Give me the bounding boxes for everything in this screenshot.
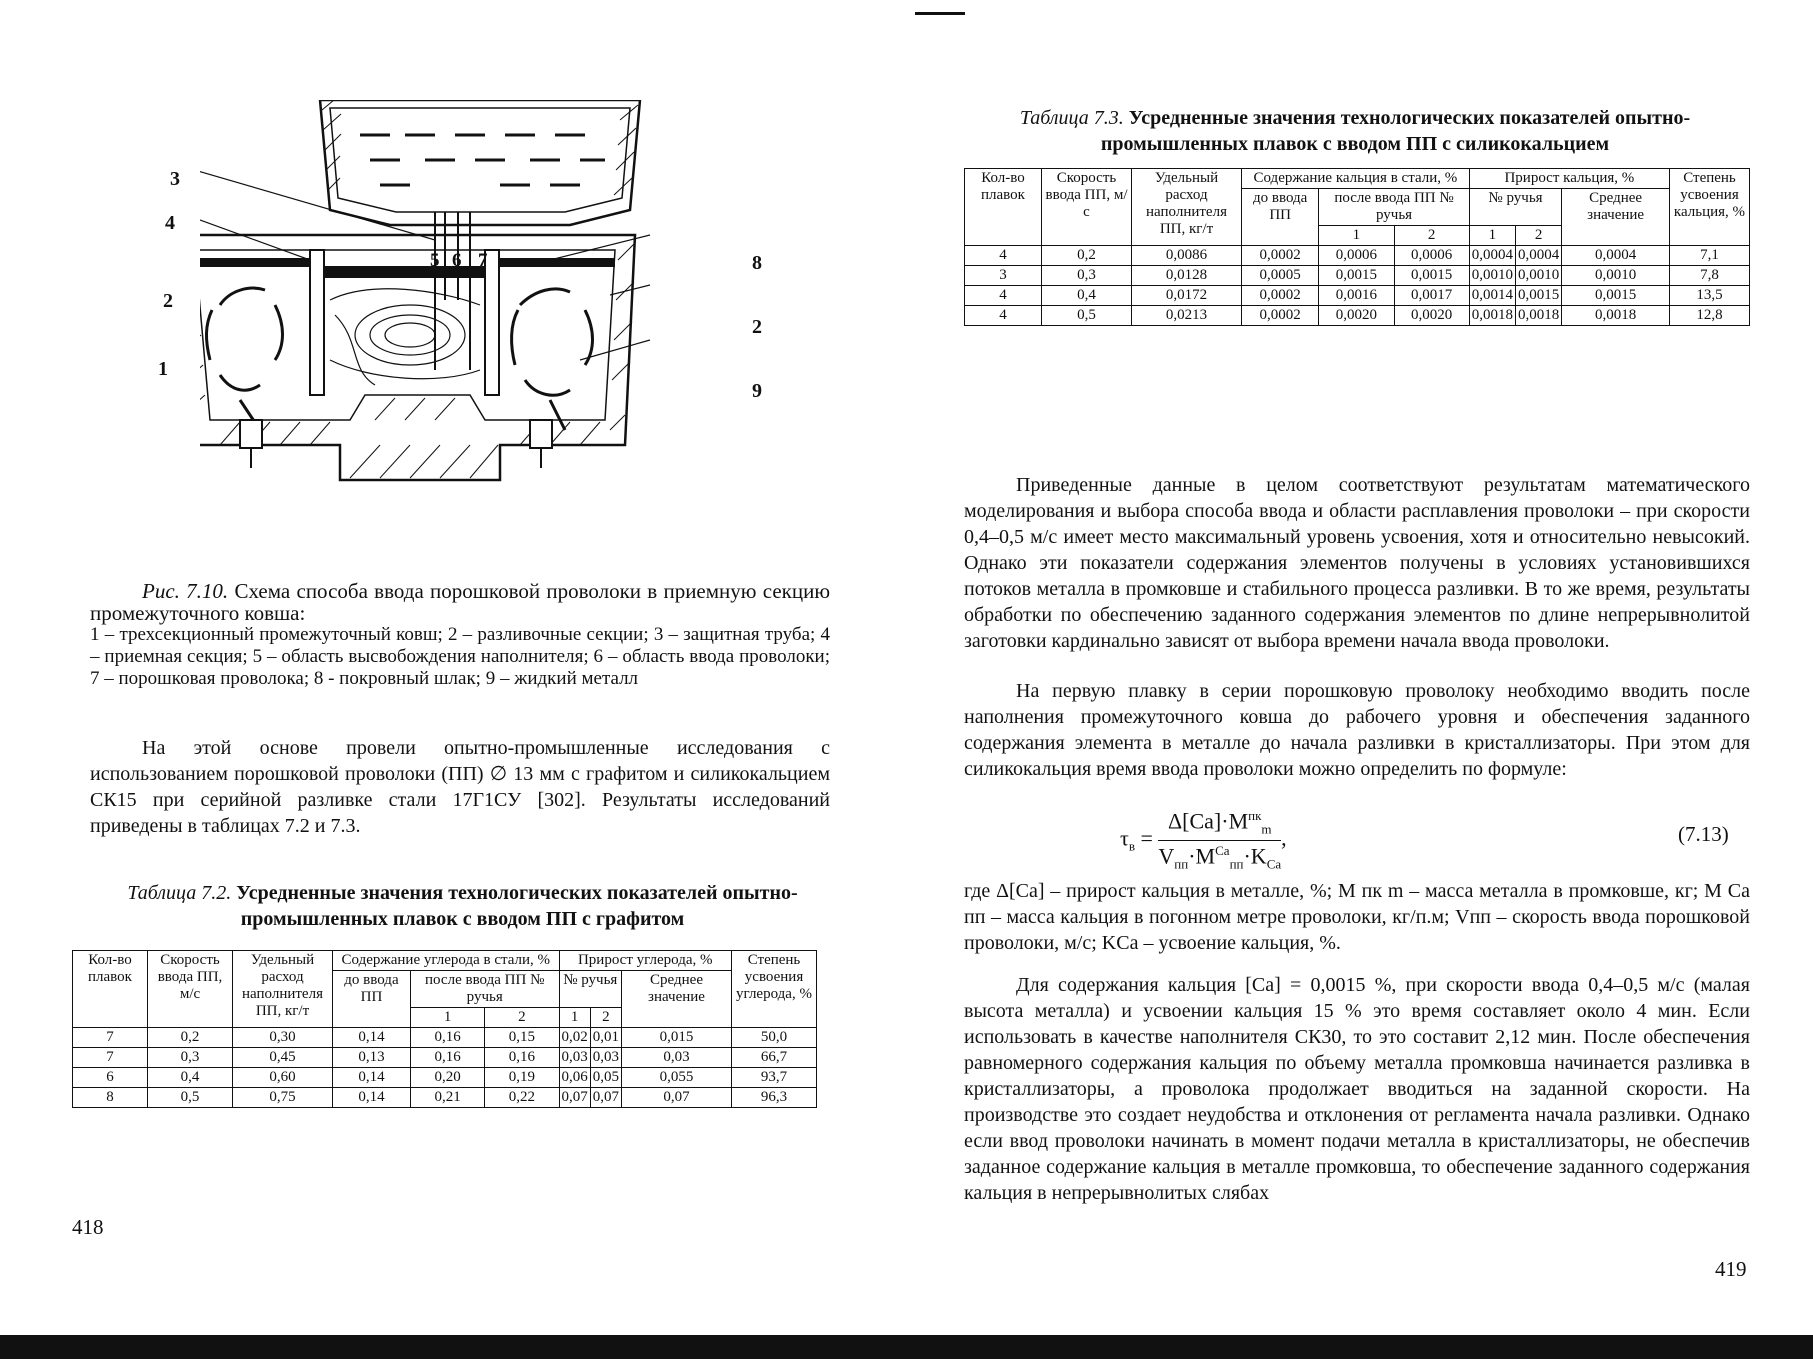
header-sub-1: 1	[1319, 226, 1394, 246]
header-content: Содержание кальция в стали, %	[1242, 169, 1470, 189]
cell: 0,0172	[1132, 286, 1242, 306]
figure-label-7: 7	[478, 250, 488, 271]
cell: 0,21	[410, 1088, 484, 1108]
cell: 0,06	[559, 1068, 590, 1088]
header-after: после ввода ПП № ручья	[410, 971, 559, 1008]
figure-label-3: 3	[170, 168, 180, 190]
cell: 0,0015	[1319, 266, 1394, 286]
cell: 0,01	[590, 1028, 621, 1048]
cell: 0,03	[590, 1048, 621, 1068]
cell: 4	[965, 286, 1042, 306]
figure-caption	[90, 580, 830, 690]
header-stream: № ручья	[1469, 189, 1562, 226]
formula-den-m-sup: Ca	[1215, 842, 1230, 858]
formula-lhs-sub: в	[1128, 838, 1135, 854]
cell: 0,14	[333, 1088, 411, 1108]
table-row	[965, 286, 1750, 306]
cell: 0,0014	[1469, 286, 1515, 306]
cell: 0,0002	[1242, 246, 1319, 266]
ladle-liquid-dashes	[360, 135, 605, 185]
formula-den-m: ·M	[1188, 843, 1216, 869]
cell: 7	[73, 1028, 148, 1048]
table-7-3-title: Усредненные значения технологических показателей опытно-промышленных плавок с вводом ПП с силикокальцием	[1100, 107, 1691, 155]
cell: 0,16	[410, 1048, 484, 1068]
cell: 0,2	[148, 1028, 233, 1048]
formula-den-k: ·K	[1243, 843, 1267, 869]
figure-label-1: 1	[158, 358, 168, 380]
header-consumption: Удельный расход наполнителя ПП, кг/т	[1132, 169, 1242, 246]
table-7-2-title: Усредненные значения технологических показателей опытно-промышленных плавок с вводом ПП с графитом	[236, 882, 798, 930]
table-row	[965, 266, 1750, 286]
cell: 0,0010	[1562, 266, 1670, 286]
right-page	[900, 0, 1813, 1359]
formula-numerator: Δ[Ca]·M	[1168, 808, 1249, 834]
formula-7-13: $\tau_в$ = $\frac{\Delta[Ca]\cdot M^{пк}_m}{V_{пп}\cdot M^{Ca}_{пп}\cdot K_{Ca}}$ ,	[1120, 808, 1287, 872]
cell: 0,20	[410, 1068, 484, 1088]
cell: 13,5	[1670, 286, 1750, 306]
cell: 0,03	[559, 1048, 590, 1068]
cell: 0,0016	[1319, 286, 1394, 306]
cell: 0,0002	[1242, 306, 1319, 326]
cell: 0,22	[485, 1088, 559, 1108]
cell: 93,7	[732, 1068, 817, 1088]
cell: 0,0018	[1562, 306, 1670, 326]
figure-label-2-left: 2	[163, 290, 173, 312]
formula-den-v-sub: пп	[1174, 856, 1189, 872]
cell: 0,03	[622, 1048, 732, 1068]
cell: 7,8	[1670, 266, 1750, 286]
cell: 0,0015	[1394, 266, 1469, 286]
header-increase: Прирост кальция, %	[1469, 169, 1669, 189]
cell: 0,0002	[1242, 286, 1319, 306]
table-7-2-caption	[85, 880, 840, 932]
left-page	[0, 0, 900, 1359]
cell: 0,4	[148, 1068, 233, 1088]
figure-label-6: 6	[452, 250, 462, 271]
cell: 0,0010	[1515, 266, 1561, 286]
cell: 0,015	[622, 1028, 732, 1048]
cell: 0,16	[410, 1028, 484, 1048]
cell: 0,45	[233, 1048, 333, 1068]
cell: 0,0004	[1515, 246, 1561, 266]
header-increase: Прирост углерода, %	[559, 951, 731, 971]
table-row	[965, 246, 1750, 266]
table-7-3-caption	[960, 105, 1750, 157]
page-number-left: 418	[72, 1215, 104, 1239]
cell: 0,19	[485, 1068, 559, 1088]
cell: 0,0020	[1319, 306, 1394, 326]
page-number-right: 419	[1715, 1257, 1747, 1281]
cell: 66,7	[732, 1048, 817, 1068]
header-mean: Среднее значение	[622, 971, 732, 1028]
cell: 0,07	[559, 1088, 590, 1108]
cell: 0,5	[1042, 306, 1132, 326]
ladle-hatching	[322, 100, 638, 195]
header-sub-3: 1	[559, 1008, 590, 1028]
cell: 7,1	[1670, 246, 1750, 266]
formula-den-v: V	[1158, 843, 1175, 869]
cell: 0,07	[622, 1088, 732, 1108]
cell: 0,13	[333, 1048, 411, 1068]
tundish-schematic-figure	[200, 100, 760, 560]
cell: 12,8	[1670, 306, 1750, 326]
cell: 0,0006	[1394, 246, 1469, 266]
caption-lead: Рис. 7.10.	[142, 579, 229, 603]
header-sub-1: 1	[410, 1008, 484, 1028]
cell: 0,07	[590, 1088, 621, 1108]
cell: 0,15	[485, 1028, 559, 1048]
table-row	[73, 1088, 817, 1108]
cell: 50,0	[732, 1028, 817, 1048]
table-row	[73, 1048, 817, 1068]
figure-label-8: 8	[752, 252, 762, 274]
header-speed: Скорость ввода ПП, м/с	[148, 951, 233, 1028]
cell: 4	[965, 306, 1042, 326]
cell: 0,0020	[1394, 306, 1469, 326]
cell: 0,4	[1042, 286, 1132, 306]
cell: 0,2	[1042, 246, 1132, 266]
cell: 0,60	[233, 1068, 333, 1088]
caption-title: Схема способа ввода порошковой проволоки в приемную секцию промежуточного ковша:	[90, 579, 831, 625]
tundish-wall-hatching	[200, 243, 635, 478]
header-count: Кол-во плавок	[73, 951, 148, 1028]
cell: 0,0004	[1562, 246, 1670, 266]
header-sub-2: 2	[1394, 226, 1469, 246]
body-paragraph-2: На первую плавку в серии порошковую проволоку необходимо вводить после наполнения промежуточного ковша до рабочего уровня и обеспечения заданного содержания элемента в металле до начала разливки в кристаллизаторы. При этом для силикокальция время ввода проволоки можно определить по формуле:	[964, 680, 1750, 780]
cell: 0,0015	[1562, 286, 1670, 306]
header-speed: Скорость ввода ПП, м/с	[1042, 169, 1132, 246]
table-row	[73, 1068, 817, 1088]
header-before: до ввода ПП	[333, 971, 411, 1028]
cell: 96,3	[732, 1088, 817, 1108]
formula-num-sub: m	[1261, 821, 1272, 837]
table-7-3-lead: Таблица 7.3.	[1019, 107, 1124, 129]
header-after: после ввода ПП № ручья	[1319, 189, 1469, 226]
cell: 0,055	[622, 1068, 732, 1088]
header-sub-2: 2	[485, 1008, 559, 1028]
table-7-3	[964, 168, 1750, 326]
header-consumption: Удельный расход наполнителя ПП, кг/т	[233, 951, 333, 1028]
cell: 0,02	[559, 1028, 590, 1048]
cell: 8	[73, 1088, 148, 1108]
header-stream: № ручья	[559, 971, 622, 1008]
figure-label-5: 5	[430, 250, 440, 271]
slag-layer	[200, 258, 615, 278]
cell: 0,05	[590, 1068, 621, 1088]
body-paragraph-1: Приведенные данные в целом соответствуют результатам математического моделирования и выбора способа ввода и области расплавления проволоки – при скорости 0,4–0,5 м/с имеет место максимальный уровень усвоения, хотя и относительно невысокий. Однако эти показатели содержания элементов получены в условиях установившихся потоков металла в промковше и стабильного процесса разливки. В то же время, результаты обработки по обеспечению заданного содержания элементов по длине непрерывнолитой заготовки кардинально зависят от выбора времени начала ввода проволоки.	[964, 474, 1750, 652]
header-degree: Степень усвоения кальция, %	[1670, 169, 1750, 246]
cell: 0,0010	[1469, 266, 1515, 286]
cell: 0,0018	[1469, 306, 1515, 326]
cell: 4	[965, 246, 1042, 266]
header-sub-4: 2	[1515, 226, 1561, 246]
table-row	[965, 306, 1750, 326]
header-before: до ввода ПП	[1242, 189, 1319, 246]
cell: 0,30	[233, 1028, 333, 1048]
cell: 0,0086	[1132, 246, 1242, 266]
cell: 0,3	[148, 1048, 233, 1068]
cell: 0,14	[333, 1068, 411, 1088]
cell: 3	[965, 266, 1042, 286]
formula-num-sup: пк	[1248, 808, 1262, 823]
cell: 7	[73, 1048, 148, 1068]
cell: 0,0128	[1132, 266, 1242, 286]
formula-number: (7.13)	[1678, 822, 1729, 846]
table-row	[73, 1028, 817, 1048]
header-content: Содержание углерода в стали, %	[333, 951, 560, 971]
cell: 0,0213	[1132, 306, 1242, 326]
circulation-arrows-left	[206, 288, 282, 430]
cell: 0,5	[148, 1088, 233, 1108]
body-paragraph: На этой основе провели опытно-промышленные исследования с использованием порошковой проволоки (ПП) ∅ 13 мм с графитом и силикокальцием СК15 при серийной разливке стали 17Г1СУ [302]. Результаты исследований приведены в таблицах 7.2 и 7.3.	[90, 737, 830, 837]
ladle-vessel	[320, 100, 640, 225]
formula-fraction	[1158, 808, 1281, 872]
figure-label-2-right: 2	[752, 316, 762, 338]
cell: 0,75	[233, 1088, 333, 1108]
cell: 0,0004	[1469, 246, 1515, 266]
cell: 6	[73, 1068, 148, 1088]
cell: 0,0017	[1394, 286, 1469, 306]
body-paragraph-3: где Δ[Ca] – прирост кальция в металле, %; M пк m – масса металла в промковше, кг; M Ca пп – масса кальция в погонном метре проволоки, кг/п.м; Vпп – скорость ввода порошковой проволоки, м/с; KCa – усвоение кальция, %.	[964, 880, 1750, 954]
cell: 0,3	[1042, 266, 1132, 286]
cell: 0,0005	[1242, 266, 1319, 286]
cell: 0,0006	[1319, 246, 1394, 266]
table-7-2	[72, 950, 817, 1108]
header-count: Кол-во плавок	[965, 169, 1042, 246]
body-paragraph-4: Для содержания кальция [Ca] = 0,0015 %, при скорости ввода 0,4–0,5 м/с (малая высота металла) и усвоении кальция 15 % это время составляет около 4 мин. Если использовать в качестве наполнителя СК30, то это составит 2,12 мин. После обеспечения равномерного содержания кальция по объему металла промковша начинается разливка в кристаллизаторы, а проволока продолжает вводиться на заданной скорости. На производстве это создает неудобства и отклонения от регламента начала разливки. Однако если ввод проволоки начинать в момент подачи металла в кристаллизаторы, не обеспечив заданное содержание кальция в металле промковша, то обеспечение заданного содержания кальция в непрерывнолитых слябах	[964, 974, 1750, 1204]
header-sub-3: 1	[1469, 226, 1515, 246]
formula-den-k-sub: Ca	[1266, 856, 1282, 872]
cell: 0,14	[333, 1028, 411, 1048]
figure-label-4: 4	[165, 212, 175, 234]
cell: 0,0015	[1515, 286, 1561, 306]
cell: 0,16	[485, 1048, 559, 1068]
caption-legend: 1 – трехсекционный промежуточный ковш; 2 – разливочные секции; 3 – защитная труба; 4 – приемная секция; 5 – область высвобождения наполнителя; 6 – область ввода проволоки; 7 – порошковая проволока; 8 - покровный шлак; 9 – жидкий металл	[90, 624, 830, 689]
formula-den-m-sub: пп	[1229, 856, 1244, 872]
cell: 0,0018	[1515, 306, 1561, 326]
table-7-2-lead: Таблица 7.2.	[127, 882, 232, 904]
filler-release-flow	[330, 289, 480, 385]
header-mean: Среднее значение	[1562, 189, 1670, 246]
header-degree: Степень усвоения углерода, %	[732, 951, 817, 1028]
figure-label-9: 9	[752, 380, 762, 402]
formula-lhs: τ	[1120, 825, 1129, 851]
header-sub-4: 2	[590, 1008, 621, 1028]
